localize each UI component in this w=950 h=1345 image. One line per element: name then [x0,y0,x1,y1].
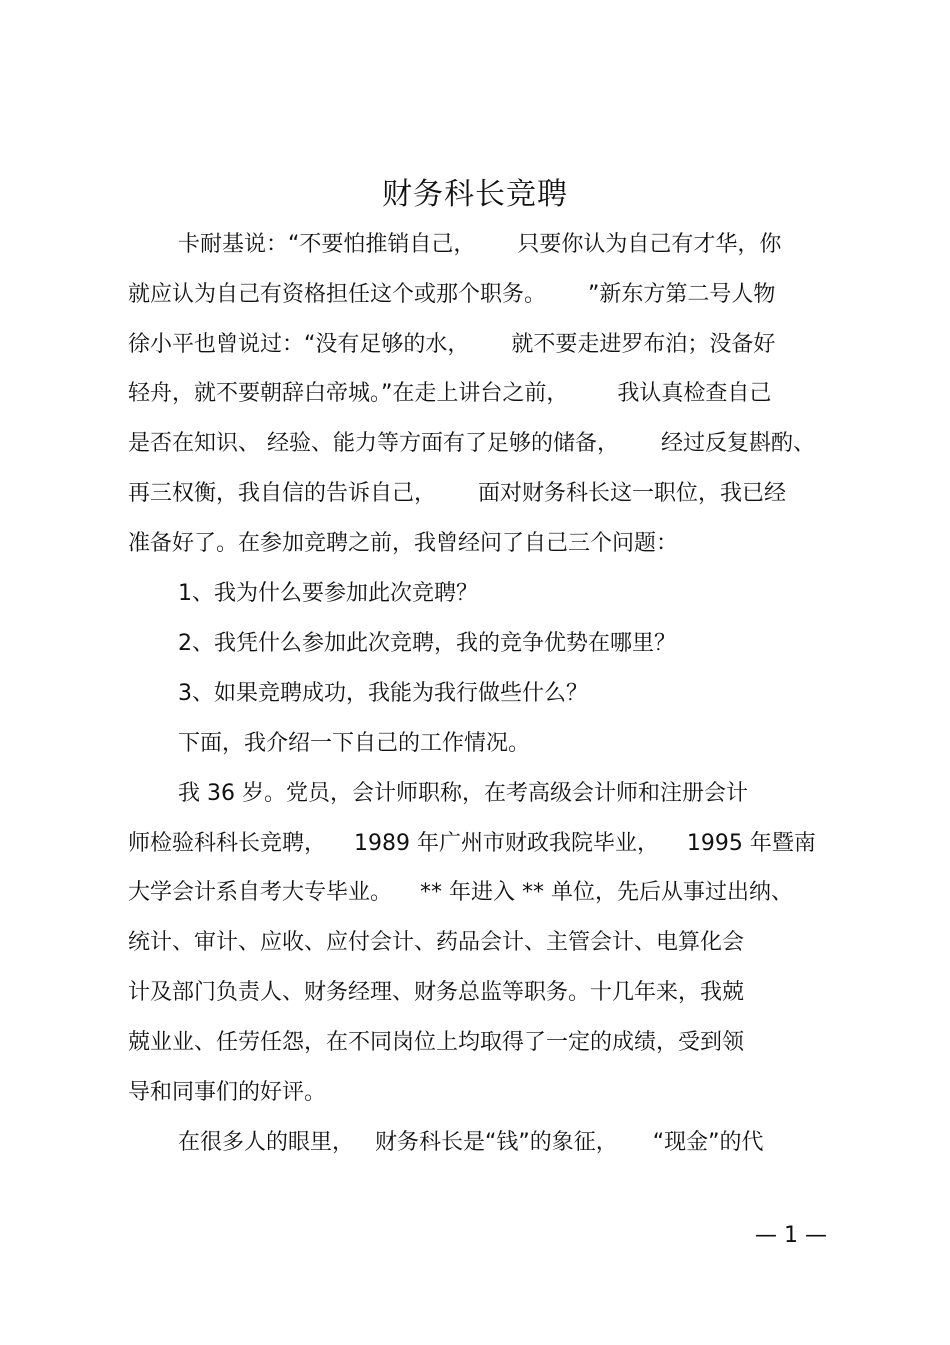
paragraph-line: 准备好了。在参加竞聘之前，我曾经问了自己三个问题： [128,531,679,556]
paragraph-line: 就应认为自己有资格担任这个或那个职务。 ”新东方第二号人物 [128,282,776,307]
question-item: 1、我为什么要参加此次竞聘？ [178,581,478,606]
paragraph-line: 在很多人的眼里， 财务科长是“钱”的象征， “现金”的代 [178,1130,764,1155]
paragraph-line: 下面，我介绍一下自己的工作情况。 [178,731,531,756]
paragraph-line: 计及部门负责人、财务经理、财务总监等职务。十几年来，我兢 [128,980,745,1005]
page-title: 财务科长竞聘 [382,177,568,212]
paragraph-line: 统计、审计、应收、应付会计、药品会计、主管会计、电算化会 [128,930,745,955]
paragraph-line: 卡耐基说：“不要怕推销自己， 只要你认为自己有才华，你 [178,232,782,257]
question-item: 2、我凭什么参加此次竞聘，我的竞争优势在哪里？ [178,631,676,656]
page-number: — 1 — [755,1223,827,1248]
paragraph-line: 轻舟，就不要朝辞白帝城。”在走上讲台之前， 我认真检查自己 [128,381,772,406]
paragraph-line: 大学会计系自考大专毕业。 ** 年进入 ** 单位，先后从事过出纳、 [128,880,793,905]
paragraph-line: 兢业业、任劳任怨，在不同岗位上均取得了一定的成绩，受到领 [128,1030,745,1055]
paragraph-line: 师检验科科长竞聘， 1989 年广州市财政我院毕业， 1995 年暨南 [128,831,816,856]
paragraph-line: 徐小平也曾说过：“没有足够的水， 就不要走进罗布泊；没备好 [128,332,776,357]
paragraph-line: 导和同事们的好评。 [128,1080,327,1105]
question-item: 3、如果竞聘成功，我能为我行做些什么？ [178,681,588,706]
paragraph-line: 是否在知识、 经验、能力等方面有了足够的储备， 经过反复斟酌、 [128,431,815,456]
paragraph-line: 再三权衡，我自信的告诉自己， 面对财务科长这一职位，我已经 [128,481,786,506]
paragraph-line: 我 36 岁。党员，会计师职称，在考高级会计师和注册会计 [178,781,748,806]
